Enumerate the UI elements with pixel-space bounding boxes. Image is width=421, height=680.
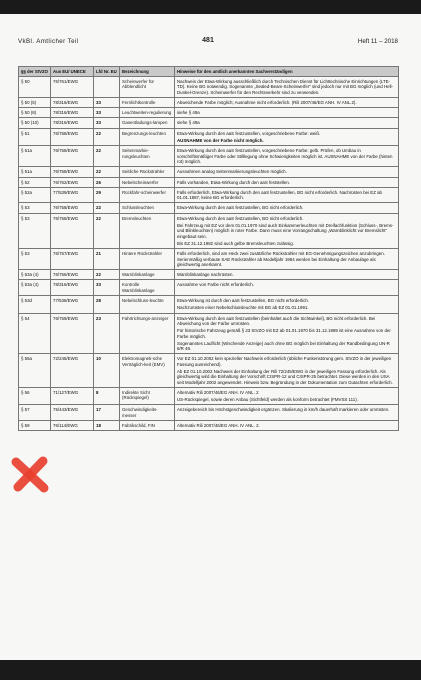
cell-stvzo: § 50 (5) <box>19 97 51 107</box>
hinweis-paragraph: Etwa-Wirkung durch den aaS festzustellen (beinhaltet auch die Sichtwinkel), BG nicht erforderlich. Bei Abweichung von der Farbe umrüsten. <box>177 315 376 326</box>
cell-lfd-nr: 18 <box>94 421 120 431</box>
hinweis-paragraph: siehe § 49a <box>177 110 200 116</box>
cell-lfd-nr: 33 <box>94 108 120 118</box>
cell-hinweise <box>175 187 399 203</box>
hinweis-paragraph: Nachweis der Etwa-Wirkung ausschließlich durch Technischen Dienst für Lichttechnische Einrichtungen (LTE-TD). Keine BG notwendig. Sogenannte „Sealed-Beam-Scheinwerfer“ sind jedoch nur mit BG möglich (und Hell-Dunkel-Grenze). Scheinwerfer für den Rechtsverkehr sind zu verwenden. <box>177 79 393 95</box>
cell-lfd-nr: 29 <box>94 187 120 203</box>
hinweis-paragraph: Für historische Fahrzeug gemäß § 23 StVZO mit EZ ab 01.01.1970 bis 31.12.1989 ist eine Ausnahme von der Farbe möglich. <box>177 328 391 339</box>
cell-stvzo: § 50 (10) <box>19 118 51 128</box>
cell-bezeichnung: Hintere Rückstrahler <box>120 249 175 270</box>
cell-lfd-nr: 22 <box>94 167 120 177</box>
cell-eu: 72/245/EWG <box>51 354 94 387</box>
table-row <box>19 421 399 431</box>
cell-bezeichnung: Scheinwerfer für Abblendlicht <box>120 77 175 98</box>
cell-eu: 71/127/EWG <box>51 387 94 405</box>
col-header-eu: Aus EU/ UNECE <box>51 67 94 77</box>
cell-lfd-nr: 10 <box>94 354 120 387</box>
cell-eu: 76/758/EWG <box>51 128 94 146</box>
table-row <box>19 187 399 203</box>
cell-eu: 76/758/EWG <box>51 146 94 167</box>
cell-bezeichnung: Nebelscheinwerfer <box>120 177 175 187</box>
cell-bezeichnung: Warnblinkanlage <box>120 270 175 280</box>
cell-hinweise <box>175 354 399 387</box>
cell-hinweise <box>175 77 399 98</box>
cell-hinweise <box>175 270 399 280</box>
cell-bezeichnung: Kontrolle Warnblinkanlage <box>120 280 175 296</box>
cell-lfd-nr: 22 <box>94 203 120 213</box>
cell-bezeichnung: Gasentladungs-lampen <box>120 118 175 128</box>
table-row <box>19 77 399 98</box>
cell-stvzo: § 51 <box>19 128 51 146</box>
cell-lfd-nr: 26 <box>94 177 120 187</box>
hinweis-paragraph: Ab EZ 01.10.2002 Nachweis der Einhaltung der Rili 72/245/EWG in der jeweiligen Fassung erforderlich. Als gleichwertig wird die Einhaltung der Vorschrift CISPR-12 und CISPR-25 betrachtet. Diese werden in den USA seit Modelljahr 2002 angewendet. Hinweis bzw. Begründung in der Dokumentation zum Gutachten erforderlich. <box>177 368 393 385</box>
cell-hinweise <box>175 97 399 107</box>
hinweis-paragraph: US-Rückspiegel, sowie deren Anbau (Sichtfeld) werden als konform betrachtet (FMVSS 111). <box>177 397 358 403</box>
cell-eu: 76/114/EWG <box>51 421 94 431</box>
hinweis-paragraph: Sogenanntes Lauflicht (Wischende Anzeige) auch ohne BG möglich bei Einhaltung der Randbedingung UN-R 6/R 48. <box>177 340 390 352</box>
table-row <box>19 270 399 280</box>
cell-stvzo: § 53 <box>19 203 51 213</box>
hinweis-paragraph: Falls erforderlich, sind am Heck zwei zusätzliche Rückstrahler mit EG-Genehmigungszeichen anzubringen. Serienmäßig verbaute SAE Rückstrahler ab Modelljahr 1984 werden bei Einhaltung der Anbaulage als gleichwertig anerkannt. <box>177 251 385 267</box>
cell-hinweise <box>175 421 399 431</box>
cell-lfd-nr: 23 <box>94 313 120 354</box>
cell-eu: 78/316/EWG <box>51 108 94 118</box>
cell-bezeichnung: Leuchtweiten-regulierung <box>120 108 175 118</box>
cell-eu: 78/316/EWG <box>51 118 94 128</box>
cell-stvzo: § 51a <box>19 167 51 177</box>
cell-stvzo: § 52 <box>19 177 51 187</box>
cell-hinweise <box>175 249 399 270</box>
hinweis-paragraph: Bei Fahrzeug mit EZ vor dem 01.01.1970 sind auch Einkammerleuchten mit Dreifachfunktion (Schluss-, Brems- und Blinkleuchten) möglich in roter Farbe. Dann muss eine Vorrangschaltung „Warnblinklicht vor Bremslicht“ eingebaut sein. <box>177 223 394 239</box>
sachverstaendige-table <box>18 66 399 431</box>
cell-bezeichnung: Begrenzungs-leuchten <box>120 128 175 146</box>
cell-eu: 77/538/EWG <box>51 296 94 314</box>
cell-hinweise <box>175 118 399 128</box>
hinweis-paragraph: Nachzurüsten einer Nebelschlussleuchte mit BG ab EZ 01.01.1991. <box>177 305 309 311</box>
hinweis-paragraph: Falls erforderlich, Etwa-Wirkung durch den aaS festzustellen, BG nicht erforderlich. Nachrüsten bei EZ ab 01.01.1987, keine BG erforderlich. <box>177 189 382 201</box>
cell-stvzo: § 56 <box>19 387 51 405</box>
cell-hinweise <box>175 146 399 167</box>
table-row <box>19 167 399 177</box>
cell-lfd-nr: 22 <box>94 270 120 280</box>
cell-eu: 76/759/EWG <box>51 313 94 354</box>
cell-lfd-nr: 22 <box>94 146 120 167</box>
cell-lfd-nr: 8 <box>94 387 120 405</box>
cell-lfd-nr <box>94 77 120 98</box>
cell-bezeichnung: Schlussleuchten <box>120 203 175 213</box>
cell-bezeichnung: Seitliche Rückstrahler <box>120 167 175 177</box>
cell-hinweise <box>175 280 399 296</box>
hinweis-paragraph: AUSNAHME von der Farbe nicht möglich. <box>177 138 264 144</box>
header-right: Heft 11 – 2018 <box>357 38 398 45</box>
hinweis-paragraph: Falls vorhanden, Etwa-Wirkung durch den aaS feststellen. <box>177 179 290 185</box>
hinweis-paragraph: Ausnahmen analog Seitenmarkierungsleuchten möglich. <box>177 169 287 175</box>
cell-stvzo: § 59 <box>19 421 51 431</box>
cell-stvzo: § 53 <box>19 249 51 270</box>
cell-eu: 78/316/EWG <box>51 97 94 107</box>
cell-bezeichnung: Elektromagneti-sche Verträglich-keit (EMV) <box>120 354 175 387</box>
hinweis-paragraph: Alternativ Rili 2007/46/EG ANH. IV ANL. 2. <box>177 423 260 429</box>
cell-lfd-nr: 33 <box>94 280 120 296</box>
hinweis-paragraph: Vor EZ 01.10.2002 kein spezieller Nachweis erforderlich (übliche Funkenstörung gem. StVZO in der jeweiligen Fassung ausreichend). <box>177 356 392 367</box>
cell-stvzo: § 50 (8) <box>19 108 51 118</box>
cell-bezeichnung: Fernlichtkontrolle <box>120 97 175 107</box>
status-bar <box>0 0 421 14</box>
cell-eu: 76/756/EWG <box>51 270 94 280</box>
hinweis-paragraph: Warnblinkanlage nachrüsten. <box>177 272 234 278</box>
cell-bezeichnung: Rückfahr-scheinwerfer <box>120 187 175 203</box>
cell-eu: 76/762/EWG <box>51 177 94 187</box>
hinweis-paragraph: siehe § 49a <box>177 120 200 126</box>
cell-eu: 76/758/EWG <box>51 203 94 213</box>
cell-stvzo: § 54 <box>19 313 51 354</box>
cell-stvzo: § 50 <box>19 77 51 98</box>
cell-eu: 76/757/EWG <box>51 249 94 270</box>
table-row <box>19 146 399 167</box>
hinweis-paragraph: Alternativ Rili 2007/46/EG ANH. IV ANL. 2 <box>177 389 259 395</box>
hinweis-paragraph: Etwa-Wirkung durch den aaS festzustellen, vorgeschriebene Farbe: weiß. <box>177 130 321 136</box>
table-row <box>19 118 399 128</box>
col-header-bezeichnung: Bezeichnung <box>120 67 175 77</box>
cell-lfd-nr: 33 <box>94 97 120 107</box>
cell-stvzo: § 53d <box>19 296 51 314</box>
table-row <box>19 249 399 270</box>
table-row <box>19 280 399 296</box>
cell-hinweise <box>175 213 399 248</box>
cell-bezeichnung: Nebelschluss-leuchte <box>120 296 175 314</box>
table-row <box>19 296 399 314</box>
hinweis-paragraph: Etwa-Wirkung ist durch den aaS festzustellen, BG nicht erforderlich. <box>177 298 310 304</box>
table-row <box>19 387 399 405</box>
cell-bezeichnung: Indirekte Sicht (Rückspiegel) <box>120 387 175 405</box>
cell-lfd-nr: 28 <box>94 296 120 314</box>
cell-hinweise <box>175 177 399 187</box>
cell-hinweise <box>175 405 399 421</box>
table-row <box>19 97 399 107</box>
cell-lfd-nr: 22 <box>94 128 120 146</box>
red-x-mark <box>10 454 50 494</box>
cell-eu: 78/316/EWG <box>51 280 94 296</box>
table-row <box>19 313 399 354</box>
hinweis-paragraph: Bis EZ 31.12.1982 sind auch gelbe Bremsleuchten zulässig. <box>177 240 294 246</box>
page-number: 481 <box>202 37 214 44</box>
header-left: VkBl. Amtlicher Teil <box>18 38 79 45</box>
cell-stvzo: § 53a (4) <box>19 280 51 296</box>
cell-hinweise <box>175 128 399 146</box>
cell-bezeichnung: Fahrtrichtungs-anzeiger <box>120 313 175 354</box>
table-row <box>19 354 399 387</box>
cell-stvzo: § 52a <box>19 187 51 203</box>
cell-hinweise <box>175 167 399 177</box>
cell-lfd-nr: 33 <box>94 118 120 128</box>
table-row <box>19 177 399 187</box>
cell-eu: 76/758/EWG <box>51 213 94 248</box>
cell-hinweise <box>175 313 399 354</box>
cell-eu: 77/539/EWG <box>51 187 94 203</box>
hinweis-paragraph: Anzeigebereich bis Höchstgeschwindigkeit ergänzen. Skalierung in km/h dauerhaft markieren oder umrüsten. <box>177 407 390 413</box>
cell-stvzo: § 51a <box>19 146 51 167</box>
cell-eu: 76/758/EWG <box>51 167 94 177</box>
cell-lfd-nr: 21 <box>94 249 120 270</box>
table-row <box>19 128 399 146</box>
cell-bezeichnung: Geschwindigkeits-messer <box>120 405 175 421</box>
cell-lfd-nr: 22 <box>94 213 120 248</box>
table-row <box>19 213 399 248</box>
cell-bezeichnung: Bremsleuchten <box>120 213 175 248</box>
hinweis-paragraph: Ausnahme von Farbe nicht erforderlich. <box>177 282 254 288</box>
cell-hinweise <box>175 387 399 405</box>
cell-lfd-nr: 17 <box>94 405 120 421</box>
cell-stvzo: § 55a <box>19 354 51 387</box>
cell-eu: 75/443/EWG <box>51 405 94 421</box>
hinweis-paragraph: Etwa-Wirkung durch den aaS festzustellen, vorgeschriebene Farbe: gelb. Prüfen, ob Umbau in vorschriftsmäßiger Farbe oder Stilllegung ohne Schwierigkeiten möglich ist. AUSNAHME von der Farbe (hinten rot) möglich. <box>177 148 393 164</box>
table-row <box>19 108 399 118</box>
col-header-stvzo: §§ der StVZO <box>19 67 51 77</box>
cell-stvzo: § 53 <box>19 213 51 248</box>
table-row <box>19 405 399 421</box>
hinweis-paragraph: Abweichende Farbe möglich; Ausnahme nicht erforderlich. (Rili 2007/46/EG ANH. IV ANL.2). <box>177 99 357 105</box>
table-header-row <box>19 67 399 77</box>
cell-eu: 76/761/EWG <box>51 77 94 98</box>
cell-stvzo: § 57 <box>19 405 51 421</box>
cell-hinweise <box>175 203 399 213</box>
hinweis-paragraph: Etwa-Wirkung durch den aaS festzustellen, BG nicht erforderlich. <box>177 215 304 221</box>
cell-stvzo: § 53a (4) <box>19 270 51 280</box>
cell-bezeichnung: Seitenmarkie-rungsleuchten <box>120 146 175 167</box>
cell-hinweise <box>175 296 399 314</box>
cell-hinweise <box>175 108 399 118</box>
col-header-hinweise: Hinweise für den amtlich anerkannten Sachverständigen <box>175 67 399 77</box>
hinweis-paragraph: Etwa-Wirkung durch den aaS festzustellen, BG nicht erforderlich. <box>177 205 304 211</box>
table-row <box>19 203 399 213</box>
page-header <box>18 38 398 50</box>
col-header-lfd-nr: Lfd Nr. EU <box>94 67 120 77</box>
navigation-bar <box>0 660 421 680</box>
cell-bezeichnung: Fabrikschild, FIN <box>120 421 175 431</box>
